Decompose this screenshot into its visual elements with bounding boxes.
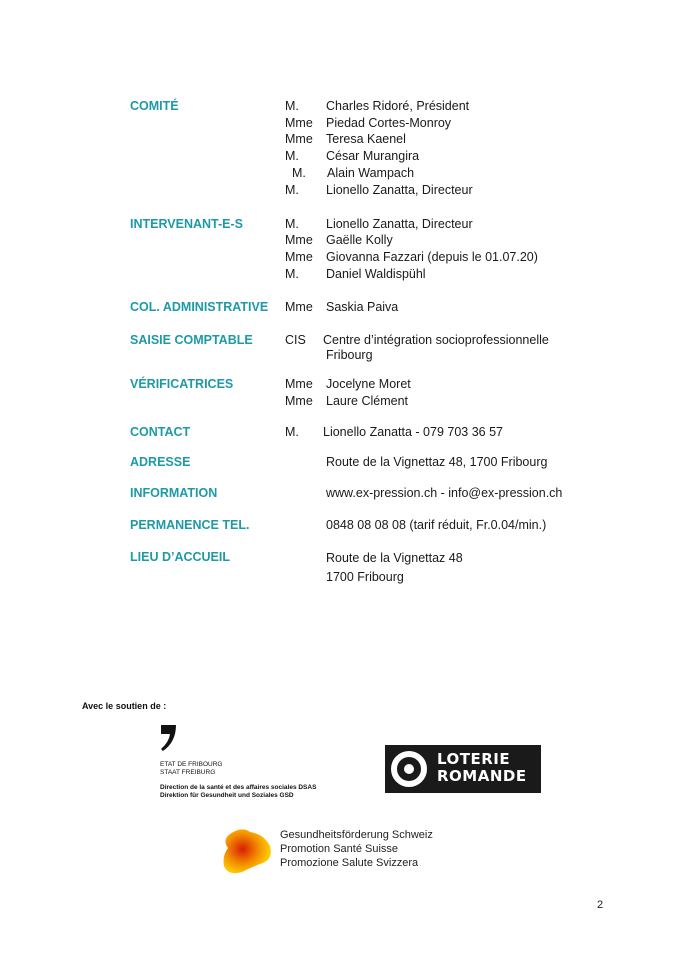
member-title: Mme	[285, 132, 313, 146]
member-title: Mme	[285, 250, 313, 264]
etat-line: STAAT FREIBURG	[160, 769, 216, 776]
member-name: César Murangira	[326, 149, 420, 163]
location-city: 1700 Fribourg	[326, 570, 404, 584]
member-name: Charles Ridoré, Président	[326, 99, 470, 113]
section-label-contact: CONTACT	[130, 425, 191, 439]
gsf-line: Promotion Santé Suisse	[280, 843, 399, 855]
support-heading: Avec le soutien de :	[82, 701, 167, 711]
address-value: Route de la Vignettaz 48, 1700 Fribourg	[326, 455, 548, 469]
member-title: CIS	[285, 333, 306, 347]
loterie-line: LOTERIE	[437, 750, 511, 768]
etat-line: ETAT DE FRIBOURG	[160, 761, 223, 768]
gesundheitsfoerderung-logo	[220, 826, 433, 881]
page-number: 2	[597, 899, 604, 911]
section-label-permanence: PERMANENCE TEL.	[130, 518, 250, 532]
organisation-name: Centre d’intégration socioprofessionnelle	[323, 333, 549, 347]
member-name: Laure Clément	[326, 394, 408, 408]
contact-value: Lionello Zanatta - 079 703 36 57	[323, 425, 503, 439]
member-name: Saskia Paiva	[326, 300, 399, 314]
etat-fribourg-logo	[160, 724, 360, 800]
section-label-information: INFORMATION	[130, 486, 218, 500]
member-name: Teresa Kaenel	[326, 132, 406, 146]
phone-value: 0848 08 08 08 (tarif réduit, Fr.0.04/min.)	[326, 518, 547, 532]
member-title: M.	[285, 425, 299, 439]
member-name: Gaëlle Kolly	[326, 233, 393, 247]
member-name: Giovanna Fazzari (depuis le 01.07.20)	[326, 250, 538, 264]
section-label-col-admin: COL. ADMINISTRATIVE	[130, 300, 269, 314]
member-title: Mme	[285, 394, 313, 408]
member-title: M.	[285, 183, 299, 197]
member-title: M.	[285, 99, 299, 113]
etat-line: Direktion für Gesundheit und Soziales GSD	[160, 792, 294, 799]
member-name: Lionello Zanatta, Directeur	[326, 217, 473, 231]
section-label-saisie: SAISIE COMPTABLE	[130, 333, 253, 347]
member-title: M.	[285, 149, 299, 163]
website-value[interactable]: www.ex-pression.ch - info@ex-pression.ch	[326, 486, 563, 500]
member-title: M.	[285, 217, 299, 231]
comma-icon	[160, 724, 180, 752]
section-label-verificatrices: VÉRIFICATRICES	[130, 377, 234, 391]
member-title: Mme	[285, 377, 313, 391]
member-title: M.	[285, 267, 299, 281]
member-name: Alain Wampach	[327, 166, 415, 180]
section-label-intervenants: INTERVENANT-E-S	[130, 217, 243, 231]
member-title: Mme	[285, 300, 313, 314]
section-label-lieu: LIEU D’ACCUEIL	[130, 550, 230, 564]
loterie-circle-icon	[387, 745, 435, 793]
loterie-line: ROMANDE	[437, 767, 527, 785]
loterie-romande-logo	[385, 745, 541, 793]
section-label-adresse: ADRESSE	[130, 455, 191, 469]
member-title: Mme	[285, 116, 313, 130]
member-name: Lionello Zanatta, Directeur	[326, 183, 473, 197]
member-title: M.	[292, 166, 306, 180]
member-name: Jocelyne Moret	[326, 377, 411, 391]
location-street: Route de la Vignettaz 48	[326, 551, 463, 565]
member-name: Piedad Cortes-Monroy	[326, 116, 452, 130]
gsf-line: Promozione Salute Svizzera	[280, 857, 419, 869]
organisation-city: Fribourg	[326, 348, 373, 362]
etat-line: Direction de la santé et des affaires sociales DSAS	[160, 784, 317, 791]
gsf-line: Gesundheitsförderung Schweiz	[280, 829, 433, 841]
member-name: Daniel Waldispühl	[326, 267, 426, 281]
member-title: Mme	[285, 233, 313, 247]
section-label-comite: COMITÉ	[130, 99, 179, 113]
blob-icon	[220, 826, 276, 876]
